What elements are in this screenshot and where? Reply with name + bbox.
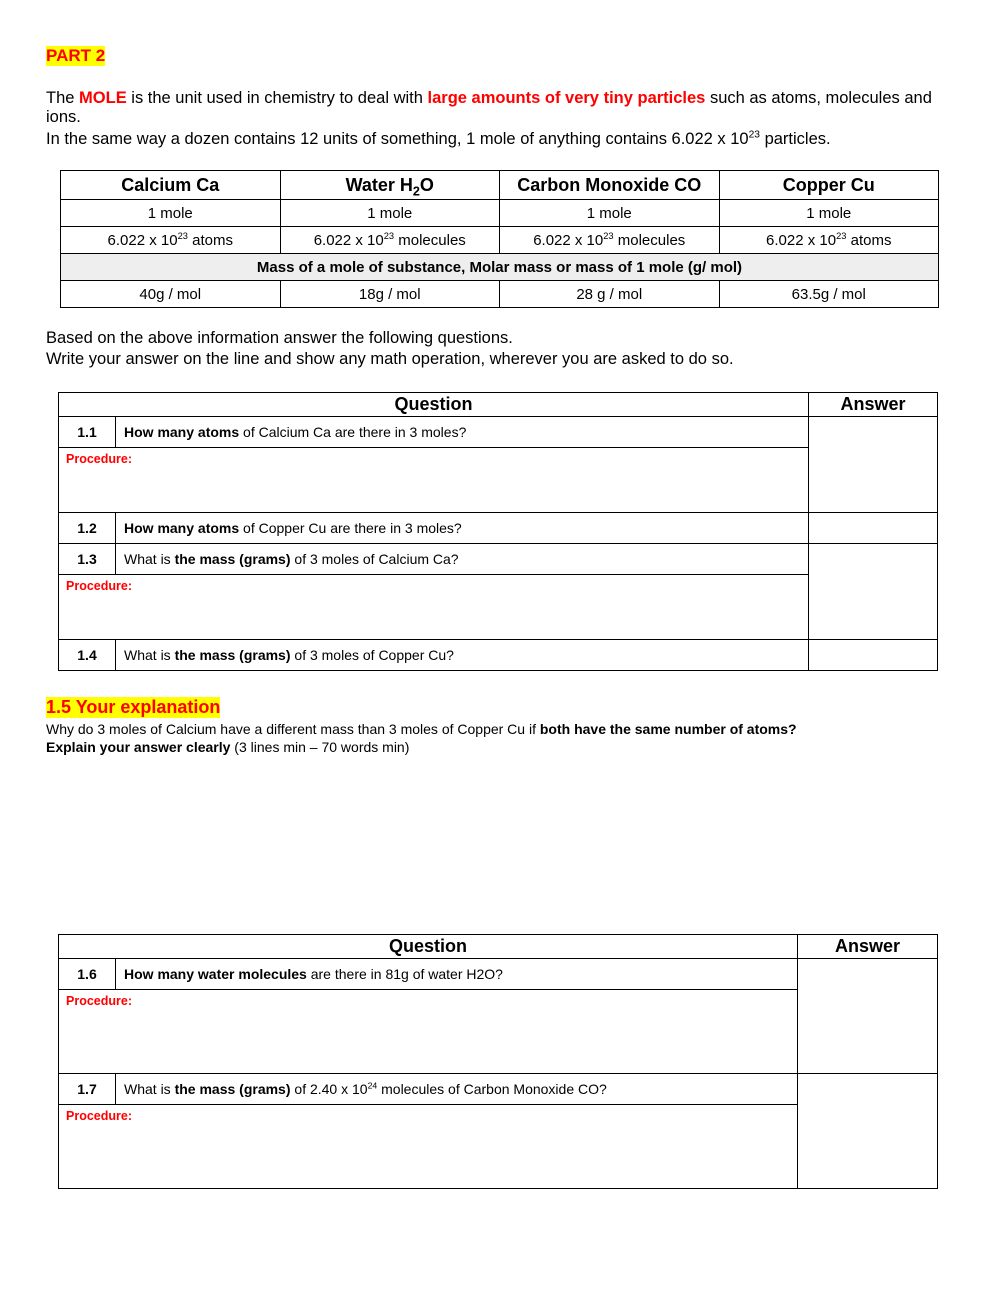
- mole-cell: 1 mole: [719, 200, 939, 227]
- mole-cell: 1 mole: [61, 200, 281, 227]
- question-pre: What is: [124, 1081, 175, 1097]
- explanation-bold: both have the same number of atoms?: [539, 721, 797, 737]
- question-bold: How many atoms: [124, 424, 240, 440]
- question-text: [116, 640, 809, 671]
- question-rest: of Copper Cu are there in 3 moles?: [239, 520, 462, 536]
- particles-base: 6.022 x 10: [533, 231, 604, 249]
- mole-cell: 1 mole: [280, 200, 500, 227]
- mass-cell: 28 g / mol: [500, 281, 720, 308]
- question-rest: of 3 moles of Calcium Ca?: [290, 551, 459, 567]
- procedure-label: Procedure:: [66, 452, 132, 466]
- particles-base: 6.022 x 10: [107, 231, 178, 249]
- question-number: 1.3: [59, 544, 116, 575]
- question-bold: the mass (grams): [174, 551, 291, 567]
- procedure-area-1-6[interactable]: [59, 990, 798, 1074]
- question-text: [116, 959, 798, 990]
- answer-field-1-1[interactable]: [809, 417, 938, 513]
- question-rest: of 3 moles of Copper Cu?: [290, 647, 454, 663]
- exponent: 23: [177, 230, 188, 241]
- intro-text: is the unit used in chemistry to deal with: [126, 89, 428, 107]
- question-header: Question: [59, 935, 798, 959]
- mass-header-row: [61, 254, 939, 281]
- procedure-area-1-1[interactable]: [59, 448, 809, 513]
- mass-row: [61, 281, 939, 308]
- particles-cell: [280, 227, 500, 254]
- subscript: 2: [412, 184, 420, 199]
- particles-unit: molecules: [613, 231, 686, 249]
- question-row-1-1: [59, 417, 938, 448]
- instructions-line-2: Write your answer on the line and show any math operation, wherever you are asked to do so.: [46, 350, 734, 368]
- question-row-1-2: [59, 513, 938, 544]
- intro-text: such as atoms, molecules and ions.: [46, 89, 932, 126]
- particles-unit: molecules: [394, 231, 466, 249]
- particles-row: [61, 227, 939, 254]
- explanation-text: Why do 3 moles of Calcium have a different mass than 3 moles of Copper Cu if: [46, 721, 540, 737]
- header-water-text: Water H: [345, 174, 413, 195]
- particles-cell: [61, 227, 281, 254]
- header-copper: Copper Cu: [719, 171, 939, 200]
- question-header-row: [59, 393, 938, 417]
- question-number: 1.4: [59, 640, 116, 671]
- explanation-answer-area[interactable]: [46, 760, 936, 920]
- particles-base: 6.022 x 10: [766, 231, 837, 249]
- question-row-1-7: [59, 1074, 938, 1105]
- question-table-1: [58, 392, 938, 671]
- answer-field-1-6[interactable]: [798, 959, 938, 1074]
- procedure-label: Procedure:: [66, 1109, 132, 1123]
- mole-keyword: MOLE: [79, 89, 127, 107]
- particles-cell: [500, 227, 720, 254]
- intro-line-1: [46, 89, 966, 127]
- question-pre: What is: [124, 551, 175, 567]
- intro-text: The: [46, 89, 80, 107]
- question-bold: How many water molecules: [124, 966, 307, 982]
- header-carbon-monoxide: Carbon Monoxide CO: [500, 171, 720, 200]
- header-calcium: Calcium Ca: [61, 171, 281, 200]
- intro-text: particles.: [759, 130, 831, 148]
- question-row-1-3: [59, 544, 938, 575]
- particles-cell: [719, 227, 939, 254]
- exponent: 23: [383, 230, 395, 241]
- exponent: 23: [836, 230, 847, 241]
- header-water-text: O: [419, 174, 434, 195]
- header-row: [61, 171, 939, 200]
- intro-text: In the same way a dozen contains 12 units of something, 1 mole of anything contains 6.022 x 10: [46, 130, 749, 148]
- mole-info-table: [60, 170, 939, 308]
- question-header: Question: [59, 393, 809, 417]
- question-text: [116, 417, 809, 448]
- instructions-line-1: Based on the above information answer the following questions.: [46, 329, 513, 347]
- question-rest: of Calcium Ca are there in 3 moles?: [239, 424, 467, 440]
- particles-unit: atoms: [187, 231, 233, 249]
- procedure-area-1-3[interactable]: [59, 575, 809, 640]
- explanation-prompt: [46, 720, 946, 756]
- procedure-row-1-3: [59, 575, 938, 640]
- question-rest: molecules of Carbon Monoxide CO?: [377, 1081, 607, 1097]
- question-text: [116, 513, 809, 544]
- procedure-label: Procedure:: [66, 994, 132, 1008]
- question-bold: the mass (grams): [174, 1081, 291, 1097]
- question-text: [116, 544, 809, 575]
- answer-field-1-3[interactable]: [809, 544, 938, 640]
- exponent: 23: [603, 230, 614, 241]
- mole-cell: 1 mole: [500, 200, 720, 227]
- question-pre: What is: [124, 647, 175, 663]
- mass-cell: 40g / mol: [61, 281, 281, 308]
- answer-field-1-2[interactable]: [809, 513, 938, 544]
- question-text: [116, 1074, 798, 1105]
- mole-row: [61, 200, 939, 227]
- question-number: 1.6: [59, 959, 116, 990]
- question-bold: How many atoms: [124, 520, 240, 536]
- question-number: 1.1: [59, 417, 116, 448]
- explanation-title: 1.5 Your explanation: [46, 697, 221, 717]
- question-row-1-6: [59, 959, 938, 990]
- procedure-label: Procedure:: [66, 579, 132, 593]
- answer-field-1-7[interactable]: [798, 1074, 938, 1189]
- intro-line-2: [46, 130, 966, 149]
- particles-base: 6.022 x 10: [313, 231, 384, 249]
- question-table-2: [58, 934, 938, 1189]
- procedure-area-1-7[interactable]: [59, 1105, 798, 1189]
- answer-header: Answer: [798, 935, 938, 959]
- procedure-row-1-1: [59, 448, 938, 513]
- explanation-bold: Explain your answer clearly: [46, 739, 231, 755]
- question-rest: are there in 81g of water H2O?: [306, 966, 503, 982]
- particles-unit: atoms: [846, 231, 892, 249]
- exponent: 24: [367, 1080, 378, 1091]
- exponent: 23: [748, 129, 760, 141]
- mass-cell: 63.5g / mol: [719, 281, 939, 308]
- explanation-text: (3 lines min – 70 words min): [230, 739, 410, 755]
- question-rest: of 2.40 x 10: [290, 1081, 368, 1097]
- question-number: 1.2: [59, 513, 116, 544]
- question-number: 1.7: [59, 1074, 116, 1105]
- part-title: PART 2: [46, 46, 106, 65]
- question-row-1-4: [59, 640, 938, 671]
- question-bold: the mass (grams): [174, 647, 291, 663]
- mass-cell: 18g / mol: [280, 281, 500, 308]
- mass-header: Mass of a mole of substance, Molar mass or mass of 1 mole (g/ mol): [61, 254, 939, 281]
- header-water: [280, 171, 500, 200]
- answer-field-1-4[interactable]: [809, 640, 938, 671]
- answer-header: Answer: [809, 393, 938, 417]
- tiny-particles-phrase: large amounts of very tiny particles: [427, 89, 706, 107]
- question-header-row: [59, 935, 938, 959]
